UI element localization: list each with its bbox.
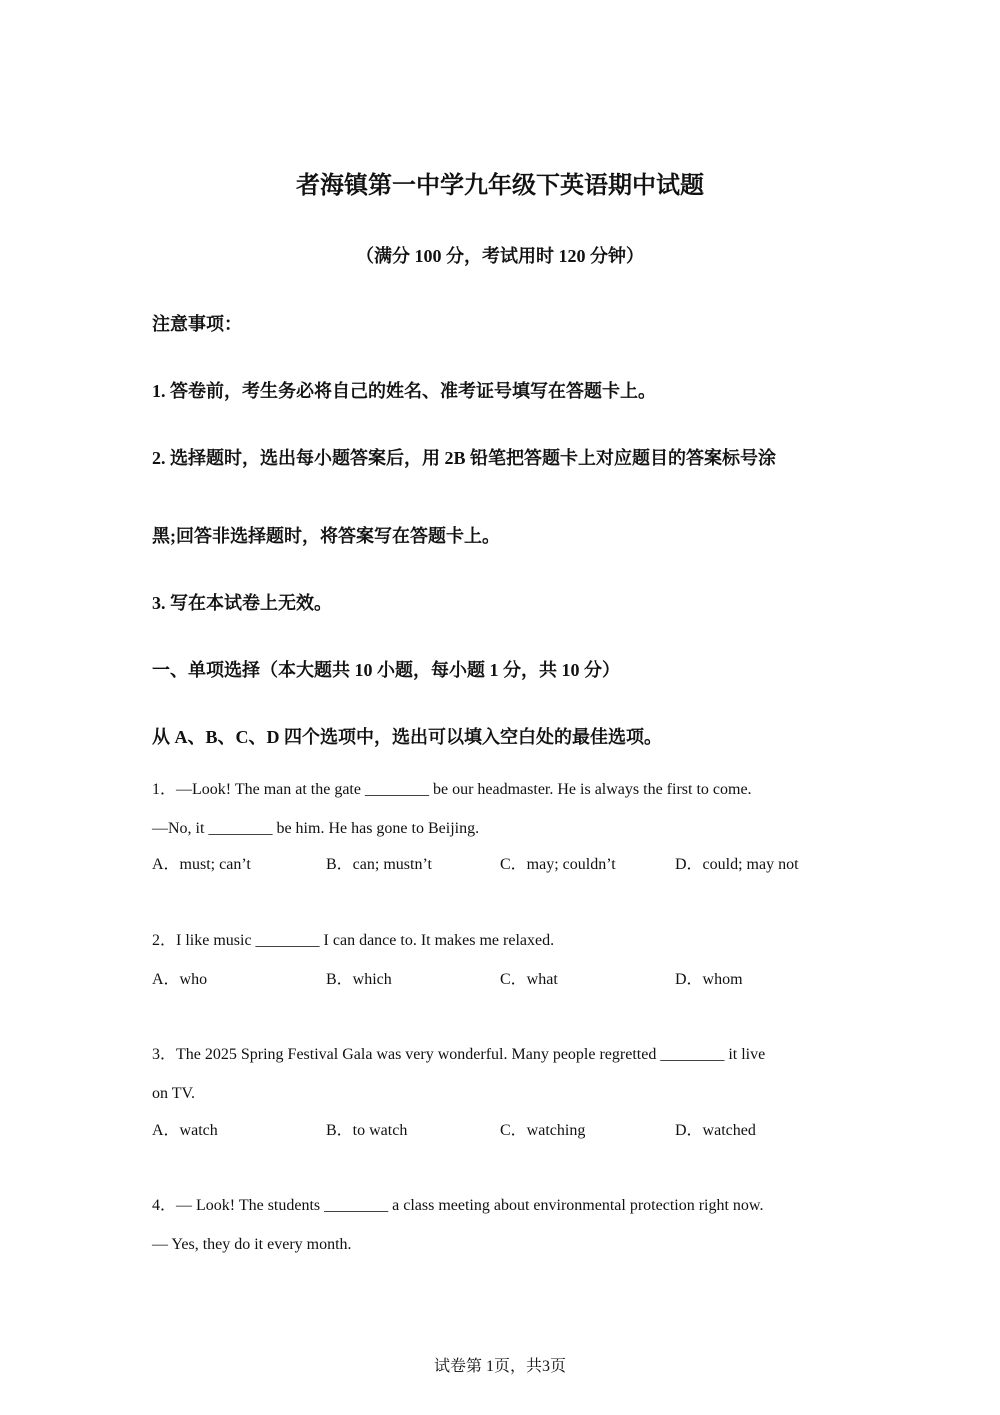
notice-item-2-line-1: 2. 选择题时，选出每小题答案后，用 2B 铅笔把答题卡上对应题目的答案标号涂 bbox=[152, 448, 777, 468]
page-footer: 试卷第 1页，共3页 bbox=[433, 1358, 566, 1375]
question-1-option-c: C．may; couldn’t bbox=[500, 856, 616, 873]
notice-item-3: 3. 写在本试卷上无效。 bbox=[152, 593, 332, 613]
question-1-option-b: B．can; mustn’t bbox=[326, 856, 432, 873]
exam-subtitle: （满分 100 分，考试用时 120 分钟） bbox=[356, 246, 644, 266]
question-3-option-a: A．watch bbox=[152, 1122, 218, 1139]
notice-item-1: 1. 答卷前，考生务必将自己的姓名、准考证号填写在答题卡上。 bbox=[152, 381, 656, 401]
question-2-option-d: D．whom bbox=[675, 971, 743, 988]
question-4-line-2: — Yes, they do it every month. bbox=[152, 1236, 352, 1253]
exam-title: 者海镇第一中学九年级下英语期中试题 bbox=[296, 171, 704, 199]
question-2-line-1: 2．I like music ________ I can dance to. It makes me relaxed. bbox=[152, 932, 555, 949]
question-1-option-d: D．could; may not bbox=[675, 856, 799, 873]
question-1-option-a: A．must; can’t bbox=[152, 856, 251, 873]
section-instruction: 从 A、B、C、D 四个选项中，选出可以填入空白处的最佳选项。 bbox=[152, 727, 663, 747]
question-4-line-1: 4．— Look! The students ________ a class meeting about environmental protection right now. bbox=[152, 1197, 764, 1214]
question-2-option-c: C．what bbox=[500, 971, 558, 988]
question-3-line-1: 3．The 2025 Spring Festival Gala was very wonderful. Many people regretted ________ it live bbox=[152, 1046, 766, 1063]
question-1-line-2: —No, it ________ be him. He has gone to Beijing. bbox=[152, 820, 480, 837]
question-2-option-b: B．which bbox=[326, 971, 392, 988]
question-1-line-1: 1．—Look! The man at the gate ________ be our headmaster. He is always the first to come. bbox=[152, 781, 752, 798]
question-3-option-d: D．watched bbox=[675, 1122, 756, 1139]
notice-heading: 注意事项： bbox=[152, 314, 242, 334]
question-2-option-a: A．who bbox=[152, 971, 208, 988]
question-3-line-2: on TV. bbox=[152, 1085, 195, 1102]
section-heading: 一、单项选择（本大题共 10 小题，每小题 1 分，共 10 分） bbox=[152, 660, 620, 680]
notice-item-2-line-2: 黑;回答非选择题时，将答案写在答题卡上。 bbox=[152, 526, 500, 546]
question-3-option-c: C．watching bbox=[500, 1122, 586, 1139]
question-3-option-b: B．to watch bbox=[326, 1122, 408, 1139]
